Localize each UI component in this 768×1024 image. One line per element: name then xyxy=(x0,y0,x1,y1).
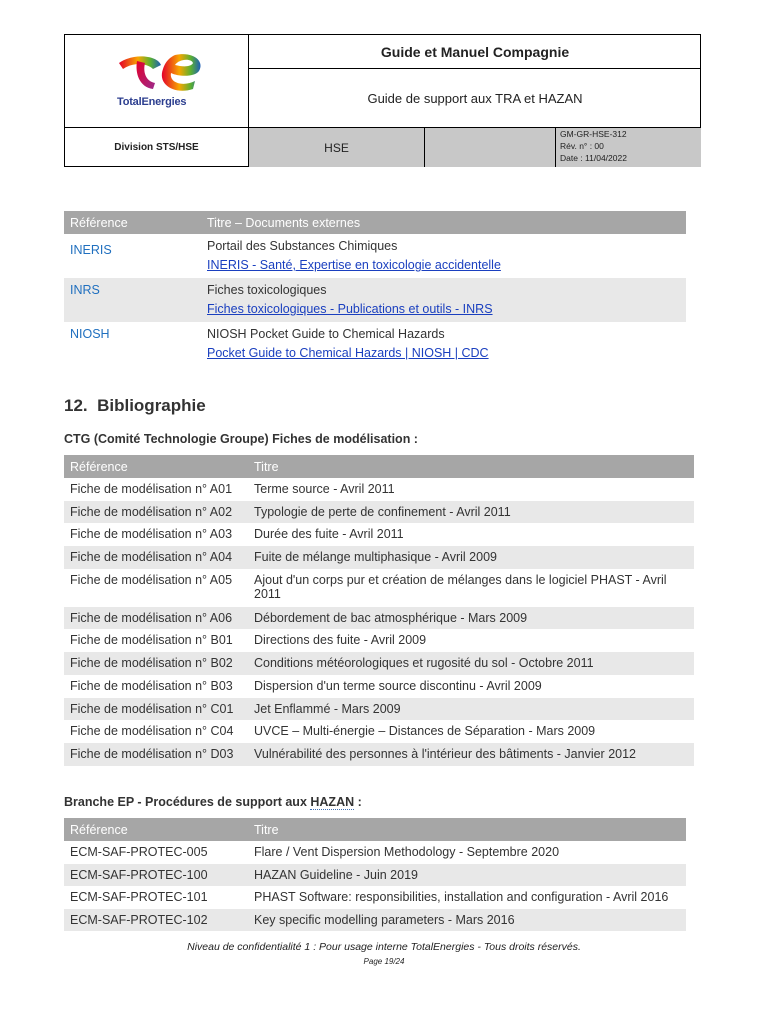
table-row xyxy=(64,864,686,887)
reference-cell: ECM-SAF-PROTEC-101 xyxy=(70,890,208,904)
table-row xyxy=(64,698,694,721)
table-row xyxy=(64,909,686,932)
ctg-caption: CTG (Comité Technologie Groupe) Fiches de modélisation : xyxy=(64,432,418,446)
doc-link[interactable]: INERIS - Santé, Expertise en toxicologie accidentelle xyxy=(207,258,501,272)
doc-date: Date : 11/04/2022 xyxy=(560,153,627,163)
column-header: Titre xyxy=(248,818,686,841)
title-cell: Flare / Vent Dispersion Methodology - Septembre 2020 xyxy=(254,845,560,859)
title-cell: HAZAN Guideline - Juin 2019 xyxy=(248,864,686,887)
doc-link[interactable]: Pocket Guide to Chemical Hazards | NIOSH | CDC xyxy=(207,346,489,360)
division-label: Division STS/HSE xyxy=(65,128,249,167)
title-cell xyxy=(201,278,686,322)
ep-caption xyxy=(64,795,362,809)
reference-cell: INERIS xyxy=(70,243,112,257)
table-row xyxy=(64,501,694,524)
document-subtitle: Guide de support aux TRA et HAZAN xyxy=(249,69,701,128)
reference-cell: Fiche de modélisation n° B01 xyxy=(70,633,233,648)
column-header: Référence xyxy=(64,818,248,841)
table-row xyxy=(64,675,694,698)
table-row xyxy=(64,652,694,675)
ctg-table xyxy=(64,455,694,766)
page-number: Page 19/24 xyxy=(363,957,405,966)
document-header xyxy=(64,34,701,167)
reference-cell: Fiche de modélisation n° C04 xyxy=(70,724,234,739)
doc-title: Portail des Substances Chimiques xyxy=(207,239,398,253)
table-row xyxy=(64,322,686,366)
table-row xyxy=(64,523,694,546)
reference-cell: Fiche de modélisation n° D03 xyxy=(64,743,248,766)
column-header: Titre xyxy=(248,455,694,478)
table-row xyxy=(64,607,694,630)
table-row xyxy=(64,546,694,569)
ep-table-body xyxy=(64,841,686,931)
doc-title: Fiches toxicologiques xyxy=(207,283,327,297)
reference-cell: Fiche de modélisation n° A04 xyxy=(64,546,248,569)
table-row xyxy=(64,569,694,607)
title-cell xyxy=(201,234,686,278)
title-cell: Typologie de perte de confinement - Avril 2011 xyxy=(248,501,694,524)
title-cell: Dispersion d'un terme source discontinu - Avril 2009 xyxy=(254,678,542,693)
ep-caption-prefix: Branche EP - Procédures de support aux xyxy=(64,795,311,809)
reference-cell: ECM-SAF-PROTEC-100 xyxy=(64,864,248,887)
title-cell: Terme source - Avril 2011 xyxy=(254,482,395,496)
doc-code: GM-GR-HSE-312 xyxy=(560,129,627,139)
title-cell: Key specific modelling parameters - Mars 2016 xyxy=(248,909,686,932)
reference-cell: Fiche de modélisation n° B03 xyxy=(70,678,233,693)
ep-caption-term: HAZAN xyxy=(310,795,355,809)
table-header-row xyxy=(64,455,694,478)
title-cell: UVCE – Multi-énergie – Distances de Séparation - Mars 2009 xyxy=(254,724,596,739)
document-title: Guide et Manuel Compagnie xyxy=(249,35,701,69)
title-cell: PHAST Software: responsibilities, installation and configuration - Avril 2016 xyxy=(254,890,669,904)
column-header: Référence xyxy=(64,211,201,234)
table-header-row xyxy=(64,818,686,841)
logo-text: TotalEnergies xyxy=(117,96,187,108)
doc-title: NIOSH Pocket Guide to Chemical Hazards xyxy=(207,327,445,341)
table-row xyxy=(64,629,694,652)
title-cell: Fuite de mélange multiphasique - Avril 2009 xyxy=(248,546,694,569)
title-cell: Durée des fuite - Avril 2011 xyxy=(254,527,404,542)
title-cell: Vulnérabilité des personnes à l'intérieur des bâtiments - Janvier 2012 xyxy=(248,743,694,766)
title-cell: Jet Enflammé - Mars 2009 xyxy=(248,698,694,721)
title-cell: Débordement de bac atmosphérique - Mars 2009 xyxy=(248,607,694,630)
table-row xyxy=(64,720,694,743)
reference-cell: INRS xyxy=(64,278,201,322)
reference-cell: ECM-SAF-PROTEC-005 xyxy=(70,845,208,859)
document-reference xyxy=(556,128,701,167)
title-cell: Conditions météorologiques et rugosité du sol - Octobre 2011 xyxy=(248,652,694,675)
reference-cell: Fiche de modélisation n° A02 xyxy=(64,501,248,524)
blank-cell xyxy=(425,128,556,167)
totalenergies-logo-icon xyxy=(113,47,213,95)
column-header: Titre – Documents externes xyxy=(201,211,686,234)
reference-cell: NIOSH xyxy=(70,327,110,341)
doc-link[interactable]: Fiches toxicologiques - Publications et outils - INRS xyxy=(207,302,493,316)
domain-label: HSE xyxy=(249,128,425,167)
reference-cell: Fiche de modélisation n° A03 xyxy=(70,527,233,542)
title-cell xyxy=(201,322,686,366)
confidentiality-notice: Niveau de confidentialité 1 : Pour usage interne TotalEnergies - Tous droits réservés. xyxy=(187,941,581,953)
title-cell: Ajout d'un corps pur et création de mélanges dans le logiciel PHAST - Avril 2011 xyxy=(254,572,667,601)
table-row xyxy=(64,478,694,501)
logo-cell xyxy=(65,35,249,128)
section-number: 12. xyxy=(64,396,88,415)
reference-cell: Fiche de modélisation n° A06 xyxy=(64,607,248,630)
table-row xyxy=(64,886,686,909)
reference-cell: Fiche de modélisation n° A01 xyxy=(70,482,233,496)
table-row xyxy=(64,743,694,766)
column-header: Référence xyxy=(64,455,248,478)
reference-cell: ECM-SAF-PROTEC-102 xyxy=(64,909,248,932)
external-docs-table xyxy=(64,211,686,366)
table-row xyxy=(64,278,686,322)
title-cell: Directions des fuite - Avril 2009 xyxy=(254,633,427,648)
reference-cell: Fiche de modélisation n° B02 xyxy=(64,652,248,675)
reference-cell: Fiche de modélisation n° A05 xyxy=(70,572,233,587)
ctg-table-body xyxy=(64,478,694,766)
section-title: Bibliographie xyxy=(97,396,206,415)
section-heading xyxy=(64,396,206,416)
ep-table xyxy=(64,818,686,931)
table-header-row xyxy=(64,211,686,234)
revision: Rév. n° : 00 xyxy=(560,141,604,151)
table-row xyxy=(64,841,686,864)
ep-caption-suffix: : xyxy=(354,795,362,809)
table-row xyxy=(64,234,686,278)
reference-cell: Fiche de modélisation n° C01 xyxy=(64,698,248,721)
